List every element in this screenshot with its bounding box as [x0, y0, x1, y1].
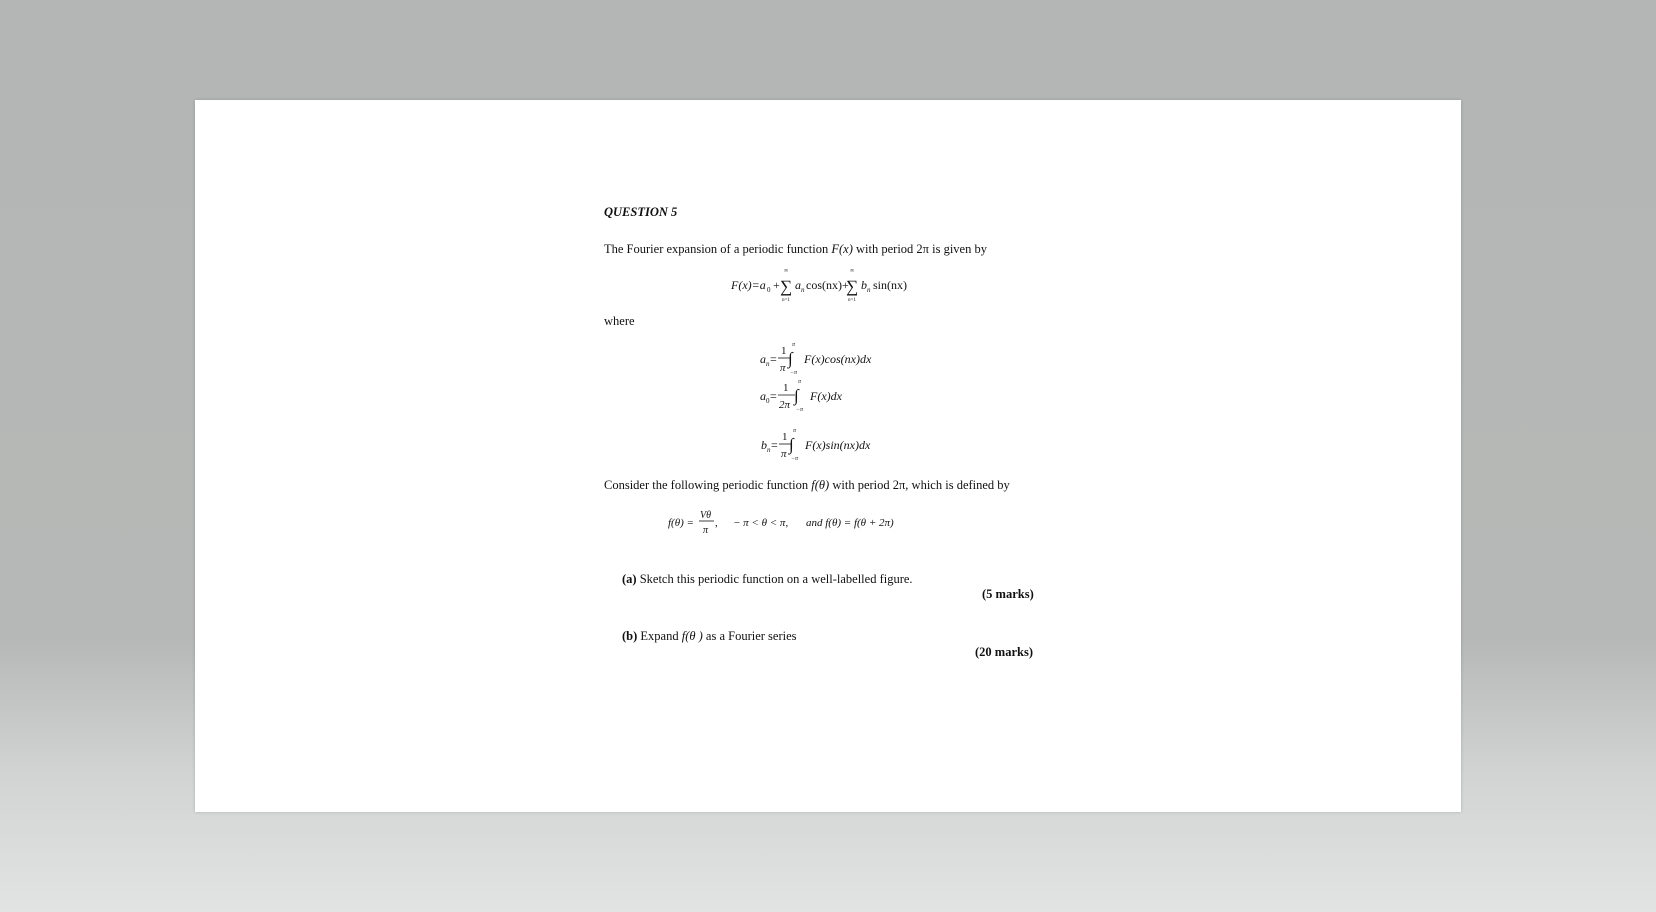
series-sigma1: ∑	[780, 277, 793, 296]
part-b-question-post: as a Fourier series	[702, 629, 797, 643]
an-equals: =	[770, 352, 777, 366]
part-b-marks: (20 marks)	[975, 645, 1033, 659]
bn-integral-sign: ∫	[789, 435, 794, 454]
series-a0-sub: 0	[767, 286, 771, 294]
consider-text-part2: with period 2π, which is defined by	[829, 478, 1010, 492]
series-bn-sub: n	[867, 286, 871, 294]
an-fraction-num: 1	[781, 345, 787, 357]
bn-integrand: F(x)sin(nx)dx	[805, 438, 871, 452]
bn-lhs: b	[761, 438, 767, 452]
bn-fraction-num: 1	[782, 431, 788, 443]
an-lhs-sub: n	[766, 360, 770, 368]
intro-text	[604, 242, 987, 257]
a0-fraction-den: 2π	[779, 399, 791, 411]
part-a-label: (a)	[622, 572, 637, 586]
an-integral-lower: −π	[790, 370, 798, 376]
consider-function-name: f(θ)	[811, 478, 830, 492]
consider-text-part1: Consider the following periodic function	[604, 478, 812, 492]
series-cos-term: cos(nx)+	[806, 278, 849, 292]
an-integral-upper: π	[792, 342, 796, 348]
consider-text	[604, 478, 1010, 493]
an-lhs: a	[760, 352, 766, 366]
a0-integral-sign: ∫	[794, 386, 799, 405]
part-b-function: f(θ )	[681, 629, 703, 643]
intro-text-part2: with period 2π is given by	[852, 242, 987, 256]
series-an-sub: n	[801, 286, 805, 294]
bn-integral-lower: −π	[791, 456, 799, 462]
series-plus: +	[773, 278, 780, 292]
part-a-text	[622, 572, 913, 587]
series-sigma1-upper: ∞	[784, 268, 789, 274]
definition-periodicity: and f(θ) = f(θ + 2π)	[806, 517, 894, 529]
document-page	[195, 100, 1461, 812]
series-bn: b	[861, 278, 867, 292]
an-integral-sign: ∫	[788, 349, 793, 368]
intro-text-part1: The Fourier expansion of a periodic function	[604, 242, 832, 256]
bn-equals: =	[771, 438, 778, 452]
a0-fraction-num: 1	[783, 382, 789, 394]
series-sigma2-upper: ∞	[850, 268, 855, 274]
series-sigma2-lower: n=1	[848, 298, 856, 303]
function-definition-equation	[665, 507, 935, 541]
series-sigma2: ∑	[846, 277, 859, 296]
series-lhs: F(x)=a	[731, 278, 766, 292]
fourier-series-equation	[725, 265, 945, 305]
part-a-marks: (5 marks)	[982, 587, 1034, 601]
where-label: where	[604, 314, 635, 328]
definition-fraction-num: Vθ	[700, 510, 712, 521]
an-coefficient-equation	[755, 342, 915, 376]
question-title: QUESTION 5	[604, 205, 678, 219]
definition-domain: − π < θ < π,	[733, 517, 789, 529]
a0-lhs-sub: 0	[766, 397, 770, 405]
part-a-question: Sketch this periodic function on a well-labelled figure.	[636, 572, 913, 586]
an-fraction-den: π	[780, 362, 786, 374]
definition-fraction-den: π	[703, 525, 709, 536]
definition-lhs: f(θ) =	[668, 517, 694, 529]
series-an: a	[795, 278, 801, 292]
an-integrand: F(x)cos(nx)dx	[804, 352, 872, 366]
series-sin-term: sin(nx)	[873, 278, 907, 292]
a0-integrand: F(x)dx	[810, 389, 842, 403]
bn-coefficient-equation	[756, 428, 916, 462]
a0-equals: =	[770, 389, 777, 403]
part-b-label: (b)	[622, 629, 638, 643]
part-b-text	[622, 629, 797, 644]
a0-coefficient-equation	[755, 379, 915, 413]
a0-integral-lower: −π	[796, 407, 804, 413]
part-b-question-pre: Expand	[637, 629, 682, 643]
definition-comma: ,	[715, 517, 718, 529]
series-sigma1-lower: n=1	[782, 298, 790, 303]
bn-lhs-sub: n	[767, 446, 771, 454]
a0-lhs: a	[760, 389, 766, 403]
a0-integral-upper: π	[798, 379, 802, 385]
bn-fraction-den: π	[781, 448, 787, 460]
intro-function-name: F(x)	[831, 242, 853, 256]
bn-integral-upper: π	[793, 428, 797, 434]
